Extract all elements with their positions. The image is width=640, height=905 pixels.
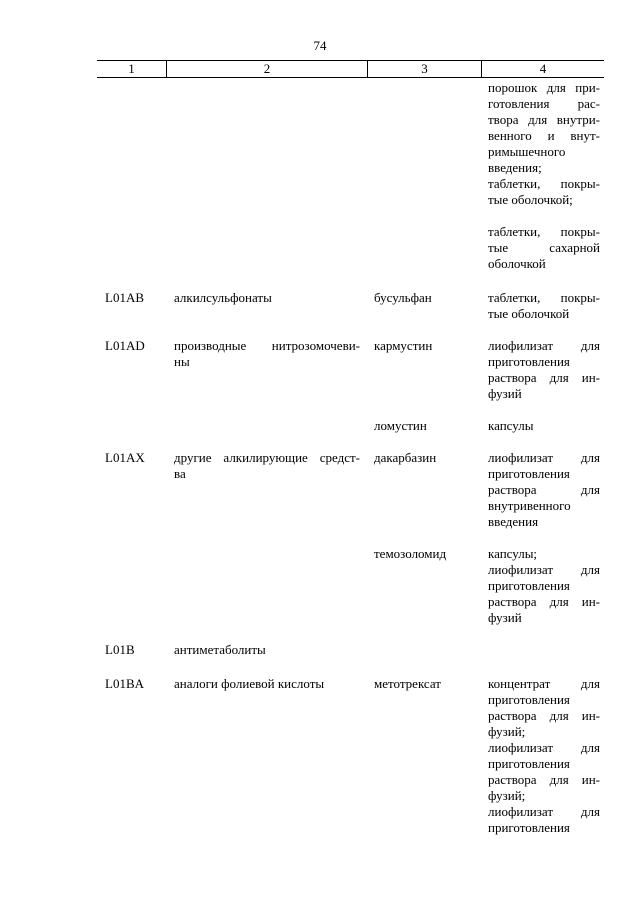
column-header-3: 3 xyxy=(421,61,428,76)
atc-group-name: алкилсульфонаты xyxy=(174,290,272,305)
dosage-forms-cell: лиофилизат для приготовления раствора для внутривенного введения xyxy=(488,450,600,529)
dosage-forms-cell: таблетки, покры- тые оболочкой xyxy=(488,290,600,321)
atc-code: L01AX xyxy=(105,450,145,465)
atc-code: L01B xyxy=(105,642,135,657)
drug-name: ломустин xyxy=(374,418,427,433)
drug-name: дакарбазин xyxy=(374,450,437,465)
dosage-forms-cell: концентрат для приготовления раствора для ин- фузий; лиофилизат для приготовления раствора для ин- фузий; лиофилизат для приготовления xyxy=(488,676,600,835)
dosage-forms-cell: капсулы xyxy=(488,418,534,433)
table-header xyxy=(97,60,604,78)
page-number: 74 xyxy=(313,38,327,53)
atc-code: L01AD xyxy=(105,338,145,353)
drug-name: темозоломид xyxy=(374,546,447,561)
drug-name: метотрексат xyxy=(374,676,441,691)
atc-group-name: аналоги фолиевой кислоты xyxy=(174,676,325,691)
column-header-1: 1 xyxy=(128,61,135,76)
dosage-forms-cell: порошок для при- готовления рас- твора для внутри- венного и внут- римышечного введения; таблетки, покры- тые оболочкой; таблетки, покры- тые сахарной оболочкой xyxy=(488,80,600,271)
dosage-forms-cell: лиофилизат для приготовления раствора для ин- фузий xyxy=(488,338,600,401)
drug-name: бусульфан xyxy=(374,290,432,305)
drug-name: кармустин xyxy=(374,338,433,353)
column-header-4: 4 xyxy=(539,61,547,76)
atc-code: L01BA xyxy=(105,676,144,691)
atc-group-name: производные нитрозомочеви- ны xyxy=(174,338,360,369)
dosage-forms-cell: капсулы; лиофилизат для приготовления раствора для ин- фузий xyxy=(488,546,600,625)
atc-group-name: другие алкилирующие средст- ва xyxy=(174,450,360,481)
column-header-2: 2 xyxy=(263,61,271,76)
atc-group-name: антиметаболиты xyxy=(174,642,266,657)
atc-code: L01AB xyxy=(105,290,144,305)
